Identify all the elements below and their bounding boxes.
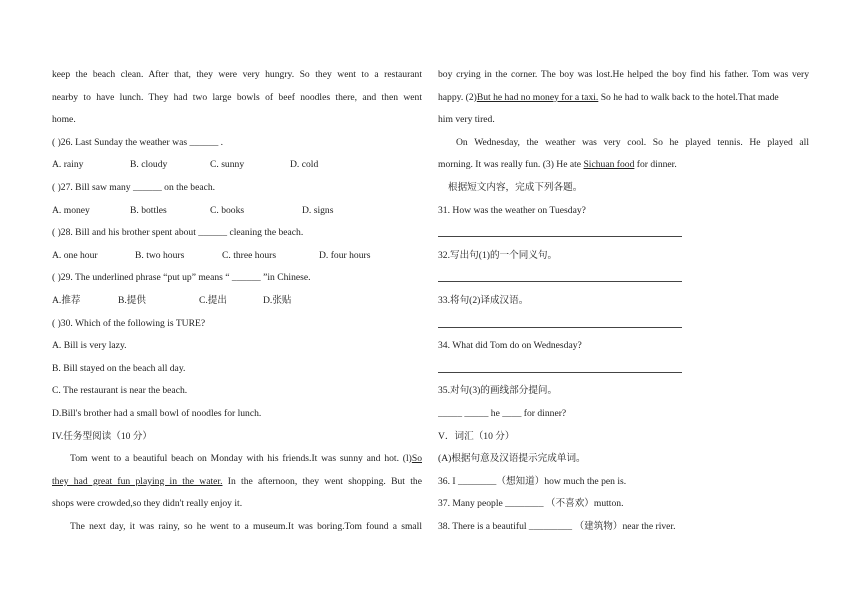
answer-line[interactable] <box>438 313 809 336</box>
question-36[interactable]: 36. I ________（想知道）how much the pen is. <box>438 475 627 487</box>
passage-line: keep the beach clean. After that, they were very hungry. So they went to a restaurant <box>52 69 422 80</box>
passage-line: The next day, it was rainy, so he went to a museum.It was boring.Tom found a small <box>70 520 422 532</box>
passage-text: In the afternoon, they went shopping. But the <box>222 475 422 487</box>
underlined-sentence-2: But he had no money for a taxi. <box>476 91 599 103</box>
question-31: 31. How was the weather on Tuesday? <box>438 204 586 216</box>
passage-line: nearby to have lunch. They had two large bowls of beef noodles there, and then went <box>52 91 422 103</box>
question-28-options <box>52 245 422 268</box>
passage-line <box>438 154 809 177</box>
passage-line: boy crying in the corner. The boy was lost.He helped the boy find his father. Tom was very <box>438 69 809 80</box>
option-d: D.Bill's brother had a small bowl of noodles for lunch. <box>52 407 262 419</box>
question-26-options <box>52 154 422 177</box>
question-27: ( )27. Bill saw many ______ on the beach. <box>52 181 216 193</box>
question-30: ( )30. Which of the following is TURE? <box>52 317 206 329</box>
option-b: B.提供 <box>118 294 146 306</box>
answer-line[interactable] <box>438 358 809 381</box>
section-heading: V．词汇（10 分） <box>438 430 515 442</box>
question-35-blanks[interactable]: _____ _____ he ____ for dinner? <box>438 407 567 419</box>
question-29-options <box>52 290 422 313</box>
passage-line <box>52 471 422 494</box>
underlined-sentence-1: they had great fun playing in the water. <box>52 475 223 487</box>
right-column <box>438 64 809 538</box>
answer-line[interactable] <box>438 222 809 245</box>
option-a: A. one hour <box>52 249 98 261</box>
option-b: B. bottles <box>130 204 167 216</box>
question-27-options <box>52 200 422 223</box>
passage-line: home. <box>52 114 76 126</box>
option-d: D.张贴 <box>263 294 292 306</box>
question-38[interactable]: 38. There is a beautiful _________ （建筑物）near the river. <box>438 520 676 532</box>
section-heading: IV.任务型阅读（10 分） <box>52 430 153 442</box>
question-37[interactable]: 37. Many people ________ （不喜欢）mutton. <box>438 498 624 510</box>
option-d: D. cold <box>290 159 319 171</box>
question-28: ( )28. Bill and his brother spent about ______ cleaning the beach. <box>52 227 304 239</box>
question-33: 33.将句(2)译成汉语。 <box>438 294 529 306</box>
underlined-sentence-1: So <box>411 453 422 465</box>
option-a: A. Bill is very lazy. <box>52 340 127 352</box>
underlined-phrase-3: Sichuan food <box>583 159 635 171</box>
passage-text: happy. (2) <box>438 91 477 103</box>
left-column <box>52 64 422 538</box>
option-c: C. books <box>210 204 245 216</box>
passage-line: shops were crowded,so they didn't really enjoy it. <box>52 498 243 510</box>
option-c: C.提出 <box>199 294 227 306</box>
option-a: A. money <box>52 204 90 216</box>
part-heading: (A)根据句意及汉语提示完成单词。 <box>438 453 586 465</box>
question-26: ( )26. Last Sunday the weather was ______ . <box>52 136 224 148</box>
question-34: 34. What did Tom do on Wednesday? <box>438 340 582 352</box>
option-b: B. cloudy <box>130 159 168 171</box>
option-d: D. four hours <box>319 249 371 261</box>
question-32: 32.写出句(1)的一个同义句。 <box>438 249 558 261</box>
passage-text: So he had to walk back to the hotel.That made <box>598 91 779 103</box>
passage-line: On Wednesday, the weather was very cool. So he played tennis. He played all <box>456 136 809 148</box>
option-a: A.推荐 <box>52 294 81 306</box>
option-c: C. three hours <box>222 249 277 261</box>
question-29: ( )29. The underlined phrase “put up” means “ ______ ”in Chinese. <box>52 272 311 284</box>
answer-line[interactable] <box>438 267 809 290</box>
passage-line <box>52 448 422 471</box>
passage-text: for dinner. <box>634 159 677 171</box>
option-c: C. The restaurant is near the beach. <box>52 385 188 397</box>
option-b: B. Bill stayed on the beach all day. <box>52 362 186 374</box>
option-c: C. sunny <box>210 159 245 171</box>
option-b: B. two hours <box>135 249 185 261</box>
passage-line: him very tired. <box>438 114 495 126</box>
passage-text: Tom went to a beautiful beach on Monday with his friends.It was sunny and hot. (l) <box>70 453 412 465</box>
passage-line <box>438 87 809 110</box>
passage-text: morning. It was really fun. (3) He ate <box>438 159 584 171</box>
option-d: D. signs <box>302 204 334 216</box>
instructions: 根据短文内容，完成下列各题。 <box>448 181 583 193</box>
option-a: A. rainy <box>52 159 84 171</box>
question-35: 35.对句(3)的画线部分提问。 <box>438 385 558 397</box>
